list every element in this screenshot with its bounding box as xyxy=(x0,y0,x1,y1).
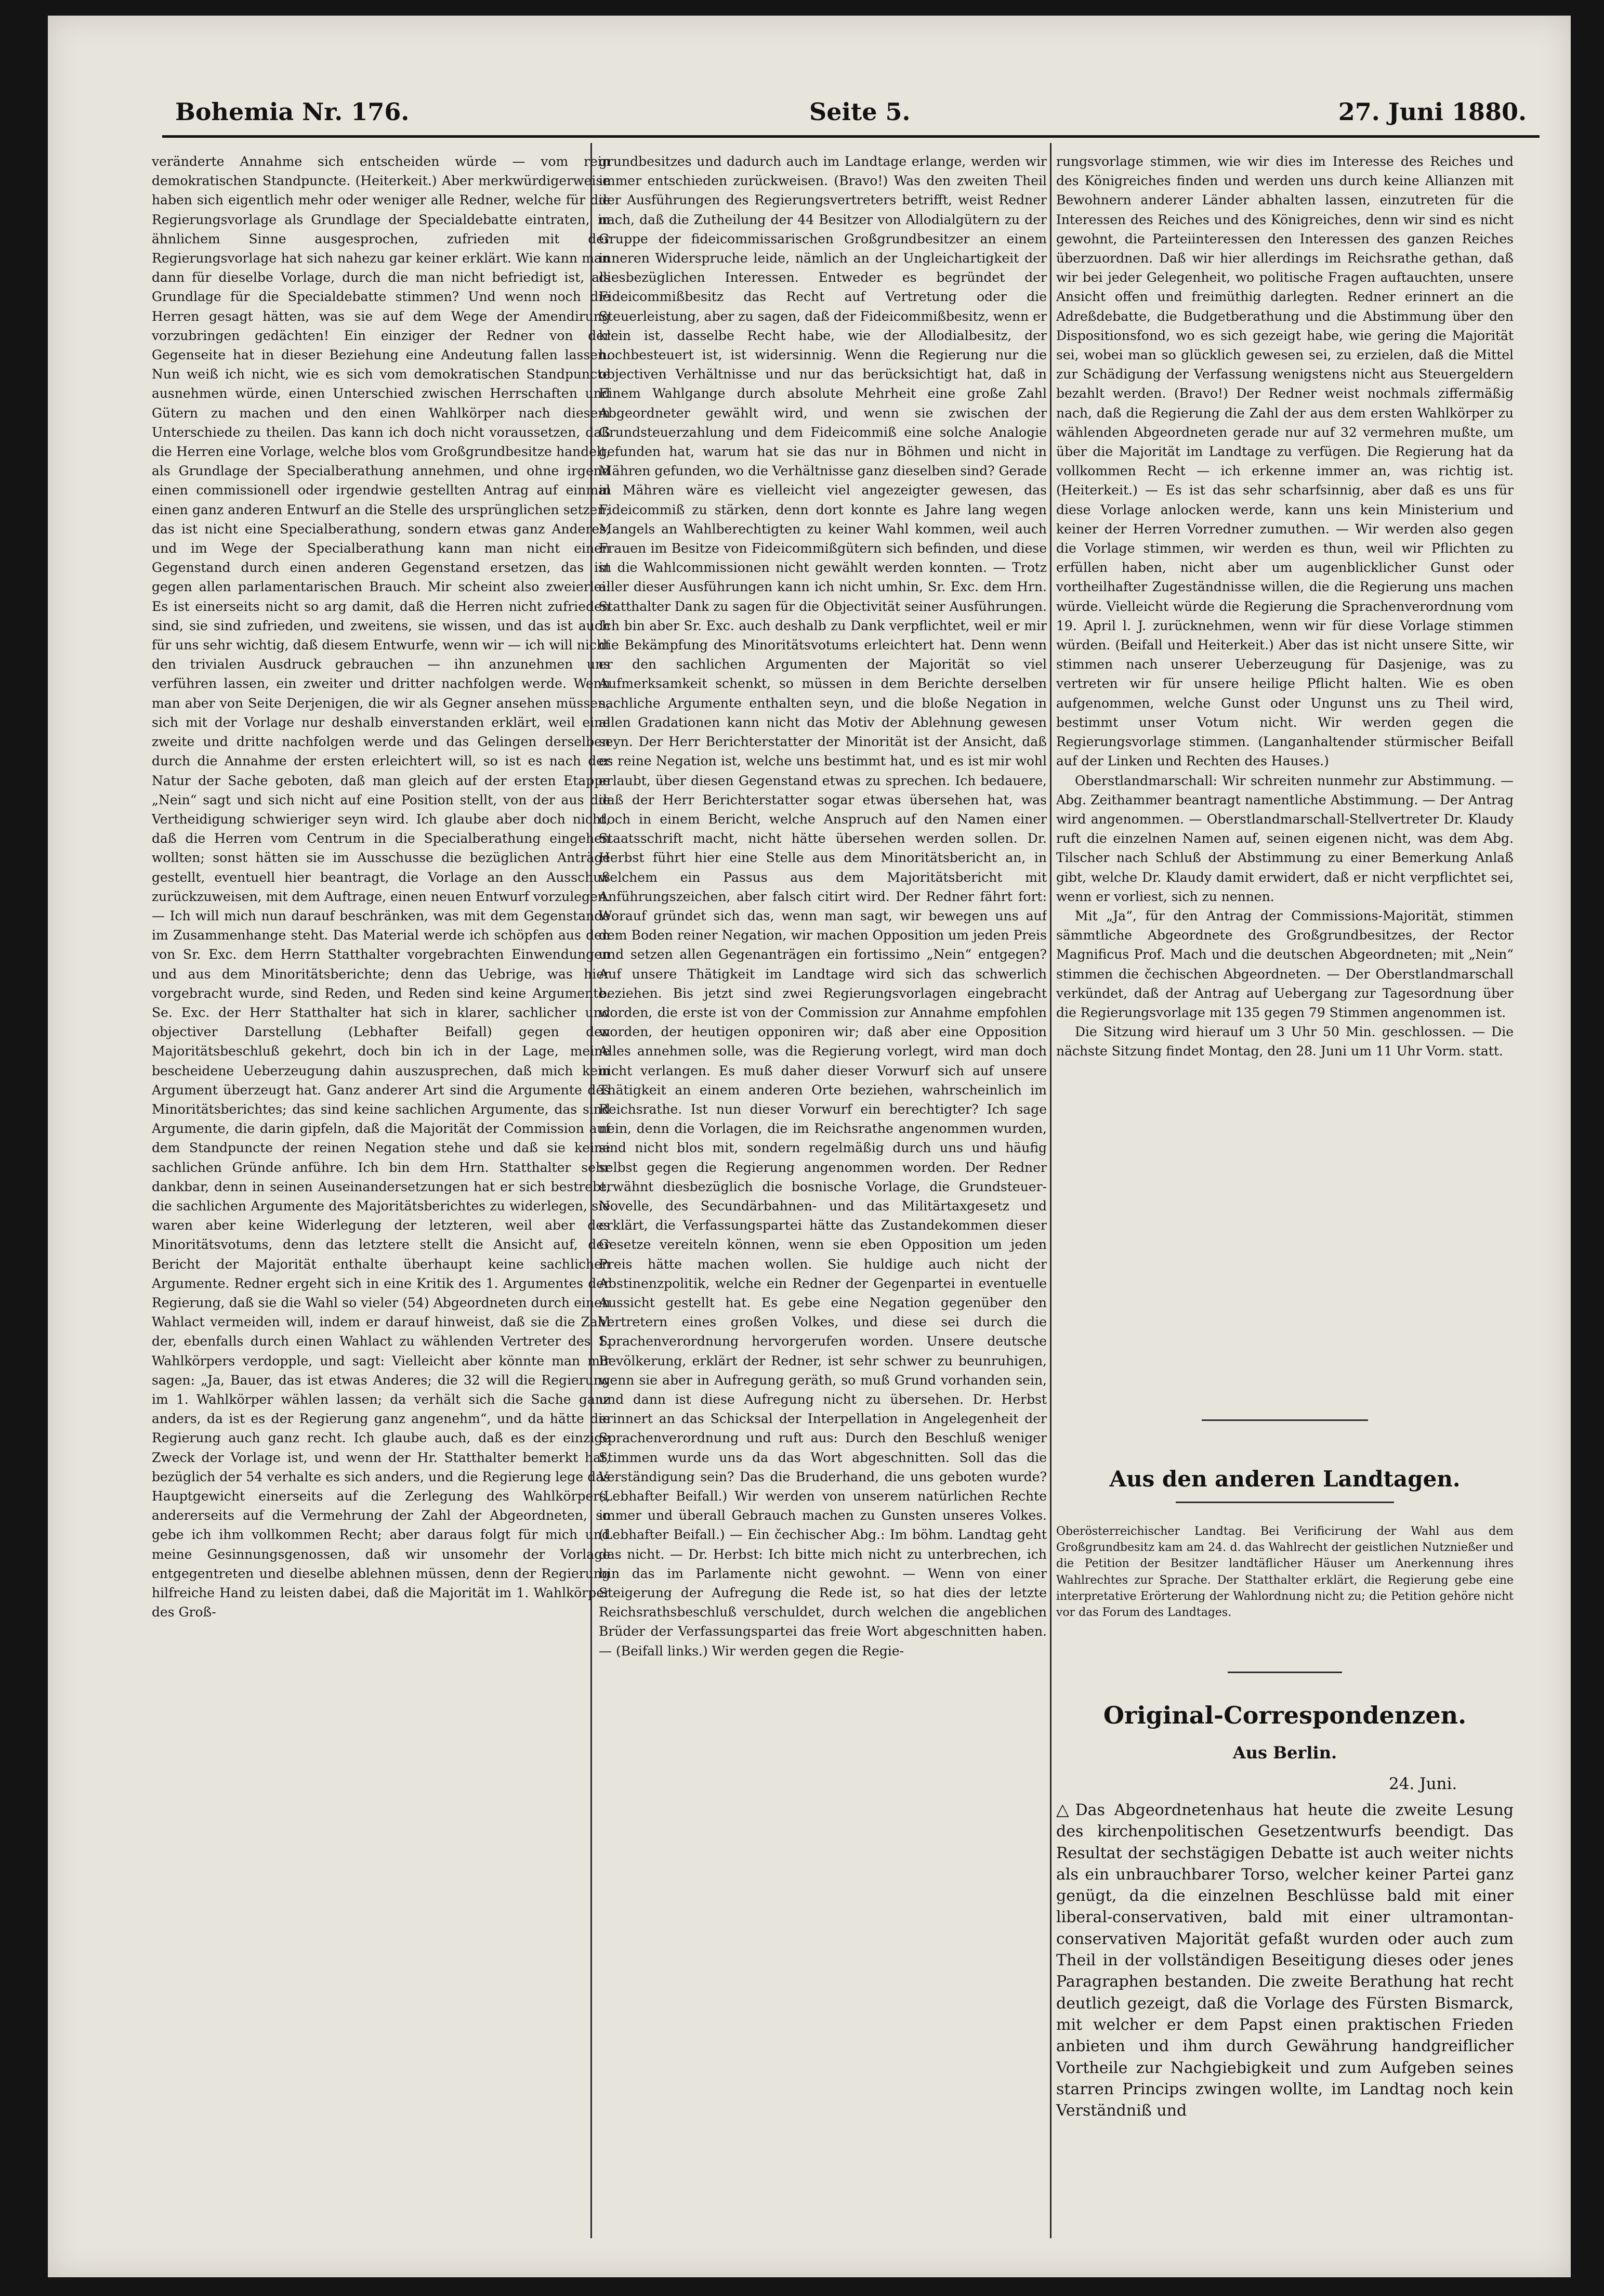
heading-underline xyxy=(1176,1502,1394,1503)
article-column-1 xyxy=(152,152,610,2263)
section-heading-correspondence: Original-Correspondenzen. xyxy=(1103,1701,1467,1729)
column-text: grundbesitzes und dadurch auch im Landtage erlange, werden wir immer entschieden zurückweisen. (Bravo!) Was den zweiten Theil der Ausführungen des Regierungsvertreters betrifft, weist Redner nach, daß die Zutheilung der 44 Besitzer von Allodialgütern zu der Gruppe der fideicommissarischen Großgrundbesitzer an einem inneren Widerspruche leide, nämlich an der Ungleichartigkeit der diesbezüglichen Interessen. Entweder es begründet der Fideicommißbesitz das Recht auf Vertretung oder die Steuerleistung, aber zu sagen, daß der Fideicommißbesitz, wenn er klein ist, dasselbe Recht habe, wie der Allodialbesitz, der hochbesteuert ist, ist widersinnig. Wenn die Regierung nur die objectiven Verhältnisse und nur das berücksichtigt hat, daß in Einem Wahlgange durch absolute Mehrheit eine große Zahl Abgeordneter gewählt wird, und wenn sie zwischen der Grundsteuerzahlung und dem Fideicommiß eine solche Analogie gefunden hat, warum hat sie das nur in Böhmen und nicht in Mähren gefunden, wo die Verhältnisse ganz dieselben sind? Gerade in Mähren wäre es vielleicht viel angezeigter gewesen, das Fideicommiß zu stärken, denn dort konnte es Jahre lang wegen Mangels an Wahlberechtigten zu keiner Wahl kommen, weil auch Frauen im Besitze von Fideicommißgütern sich befinden, und diese in die Wahlcommissionen nicht gewählt werden konnten. — Trotz aller dieser Ausführungen kann ich nicht umhin, Sr. Exc. dem Hrn. Statthalter Dank zu sagen für die Objectivität seiner Ausführungen. Ich bin aber Sr. Exc. auch deshalb zu Dank verpflichtet, weil er mir die Bekämpfung des Minoritätsvotums erleichtert hat. Denn wenn er den sachlichen Argumenten der Majorität so viel Aufmerksamkeit schenkt, so müssen in dem Berichte derselben sachliche Argumente enthalten seyn, und die bloße Negation in allen Gradationen kann nicht das Motiv der Ablehnung gewesen seyn. Der Herr Berichterstatter der Minorität ist der Ansicht, daß es reine Negation ist, welche uns bestimmt hat, und es ist mir wohl erlaubt, über diesen Gegenstand etwas zu sprechen. Ich bedauere, daß der Herr Berichterstatter sogar etwas übersehen hat, was doch in einem Bericht, welche Anspruch auf den Namen einer Staatsschrift macht, nicht hätte übersehen werden sollen. Dr. Herbst führt hier eine Stelle aus dem Minoritätsbericht an, in welchem ein Passus aus dem Majoritätsbericht mit Anführungszeichen, aber falsch citirt wird. Der Redner fährt fort: Worauf gründet sich das, wenn man sagt, wir bewegen uns auf dem Boden reiner Negation, wir machen Opposition um jeden Preis und setzen allen Gegenanträgen ein fortissimo „Nein“ entgegen? Auf unsere Thätigkeit im Landtage wird sich das schwerlich beziehen. Bis jetzt sind zwei Regierungsvorlagen eingebracht worden, die erste ist von der Commission zur Annahme empfohlen worden, der heutigen opponiren wir; daß aber eine Opposition Alles annehmen solle, was die Regierung vorlegt, wird man doch nicht verlangen. Es muß daher dieser Vorwurf sich auf unsere Thätigkeit an einem anderen Orte beziehen, wahrscheinlich im Reichsrathe. Ist nun dieser Vorwurf ein berechtigter? Ich sage nein, denn die Vorlagen, die im Reichsrathe angenommen wurden, sind nicht blos mit, sondern regelmäßig durch uns und häufig selbst gegen die Regierung angenommen worden. Der Redner erwähnt diesbezüglich die bosnische Vorlage, die Grundsteuer-Novelle, des Secundärbahnen- und das Militärtaxgesetz und erklärt, die Verfassungspartei hätte das Zustandekommen dieser Gesetze vereiteln können, wenn sie eben Opposition um jeden Preis hätte machen wollen. Sie huldige auch nicht der Abstinenzpolitik, welche ein Redner der Gegenpartei in eventuelle Aussicht gestellt hat. Es gebe eine Negation gegenüber den Vertretern eines großen Volkes, und diese sei durch die Sprachenverordnung hervorgerufen worden. Unsere deutsche Bevölkerung, erklärt der Redner, ist sehr schwer zu beunruhigen, wenn sie aber in Aufregung geräth, so muß Grund vorhanden sein, und dann ist diese Aufregung nicht zu übersehen. Dr. Herbst erinnert an das Schicksal der Interpellation in Angelegenheit der Sprachenverordnung und ruft aus: Durch den Beschluß weniger Stimmen wurde uns da das Wort abgeschnitten. Soll das die Verständigung sein? Das die Bruderhand, die uns geboten wurde? (Lebhafter Beifall.) Wir werden von unserem natürlichen Rechte immer und überall Gebrauch machen zu Gunsten unseres Volkes. (Lebhafter Beifall.) — Ein čechischer Abg.: Im böhm. Landtag geht das nicht. — Dr. Herbst: Ich bitte mich nicht zu unterbrechen, ich bin das im Parlamente nicht gewohnt. — Wenn von einer Steigerung der Aufregung die Rede ist, so hat dies der letzte Reichsrathsbeschluß verschuldet, durch welchen die angeblichen Brüder der Verfassungspartei das freie Wort abgeschnitten haben. — (Beifall links.) Wir werden gegen die Regie- xyxy=(599,154,1047,1659)
page-number: Seite 5. xyxy=(809,98,911,126)
article-column-2 xyxy=(599,152,1047,2263)
correspondence-date: 24. Juni. xyxy=(1389,1775,1457,1793)
issue-date: 27. Juni 1880. xyxy=(1338,98,1527,126)
landtage-report: Oberösterreichischer Landtag. Bei Verificirung der Wahl aus dem Großgrundbesitz kam am 24. d. das Wahlrecht der geistlichen Nutznießer und die Petition der Besitzer landtäflicher Häuser um Anerkennung ihres Wahlrechtes zur Sprache. Der Statthalter erklärt, die Regierung gebe eine interpretative Erörterung der Wahlordnung nicht zu; die Petition gehöre nicht vor das Forum des Landtages. xyxy=(1056,1525,1514,1620)
column-text: Oberstlandmarschall: Wir schreiten nunmehr zur Abstimmung. — Abg. Zeithammer beantragt namentliche Abstimmung. — Der Antrag wird angenommen. — Oberstlandmarschall-Stellvertreter Dr. Klaudy ruft die einzelnen Namen auf, seinen eigenen nicht, was dem Abg. Tilscher nach Schluß der Abstimmung zu einer Bemerkung Anlaß gibt, welche Dr. Klaudy damit erwidert, daß er nicht verpflichtet sei, wenn er vorliest, sich zu nennen. xyxy=(1056,773,1514,904)
newspaper-page xyxy=(48,16,1571,2277)
page-header xyxy=(175,94,1527,130)
correspondence-body xyxy=(1056,1799,1514,2121)
section-separator xyxy=(1228,1672,1342,1673)
column-text: Mit „Ja“, für den Antrag der Commissions-Majorität, stimmen sämmtliche Abgeordnete des Großgrundbesitzes, der Rector Magnificus Prof. Mach und die deutschen Abgeordneten; mit „Nein“ stimmen die čechischen Abgeordneten. — Der Oberstlandmarschall verkündet, daß der Antrag auf Uebergang zur Tagesordnung über die Regierungsvorlage mit 135 gegen 79 Stimmen angenommen ist. xyxy=(1056,908,1514,1020)
correspondence-place: Aus Berlin. xyxy=(1232,1743,1337,1763)
column-text: veränderte Annahme sich entscheiden würde — vom rein demokratischen Standpuncte. (Heiterkeit.) Aber merkwürdigerweise haben sich eigentlich mehr oder weniger alle Redner, welche für die Regierungsvorlage als Grundlage der Specialdebatte eintraten, in ähnlichem Sinne ausgesprochen, zufrieden mit der Regierungsvorlage hat sich nahezu gar keiner erklärt. Wie kann man dann für dieselbe Vorlage, durch die man nicht befriedigt ist, als Grundlage für die Specialdebatte stimmen? Und wenn noch die Herren gesagt hätten, was sie auf dem Wege der Amendirung vorzubringen gedächten! Ein einziger der Redner von der Gegenseite hat in dieser Beziehung eine Andeutung fallen lassen. Nun weiß ich nicht, wie es sich vom demokratischen Standpuncte ausnehmen würde, einen Unterschied zwischen Herrschaften und Gütern zu machen und den einen Wahlkörper nach diesem Unterschiede zu theilen. Das kann ich doch nicht voraussetzen, daß die Herren eine Vorlage, welche blos vom Großgrundbesitze handelt, als Grundlage der Specialberathung annehmen, und ohne irgend einen commissionell oder irgendwie gestellten Antrag auf einmal einen ganz anderen Entwurf an die Stelle des ursprünglichen setzen; das ist nicht eine Specialberathung, sondern etwas ganz Anderes, und im Wege der Specialberathung kann man nicht einen Gegenstand durch einen anderen Gegenstand ersetzen, das ist gegen allen parlamentarischen Brauch. Mir scheint also zweierlei: Es ist einerseits nicht so arg damit, daß die Herren nicht zufrieden sind, sie sind zufrieden, und zweitens, sie wissen, und das ist auch für uns sehr wichtig, daß diesem Entwurfe, wenn wir — ich will nicht den trivialen Ausdruck gebrauchen — ihn anzunehmen uns verführen lassen, ein zweiter und dritter nachfolgen werde. Wenn man aber von Seite Derjenigen, die wir als Gegner ansehen müssen, sich mit der Vorlage nur deshalb einverstanden erklärt, weil eine zweite und dritte nachfolgen werde und das Gelingen derselben durch die Annahme der ersten erleichtert will, so ist es nach der Natur der Sache geboten, daß man gleich auf der ersten Etappe „Nein“ sagt und sich nicht auf eine Position stellt, von der aus die Vertheidigung schwieriger seyn wird. Ich glaube aber doch nicht, daß die Herren vom Centrum in die Specialberathung eingehen wollten; sonst hätten sie im Ausschusse die bezüglichen Anträge gestellt, eventuell hier beantragt, die Vorlage an den Ausschuß zurückzuweisen, mit dem Auftrage, einen neuen Entwurf vorzulegen. — Ich will mich nun darauf beschränken, was mit dem Gegenstande im Zusammenhange steht. Das Material werde ich schöpfen aus den von Sr. Exc. dem Herrn Statthalter vorgebrachten Einwendungen und aus dem Minoritätsberichte; denn das Uebrige, was hier vorgebracht wurde, sind Reden, und Reden sind keine Argumente. Se. Exc. der Herr Statthalter hat sich in klarer, sachlicher und objectiver Darstellung (Lebhafter Beifall) gegen den Majoritätsbeschluß gekehrt, doch bin ich in der Lage, meine bescheidene Ueberzeugung dahin auszusprechen, daß mich kein Argument überzeugt hat. Ganz anderer Art sind die Argumente des Minoritätsberichtes; das sind keine sachlichen Argumente, das sind Argumente, die darin gipfeln, daß die Majorität der Commission auf dem Standpuncte der reinen Negation stehe und daß sie keine sachlichen Gründe anführe. Ich bin dem Hrn. Statthalter sehr dankbar, denn in seinen Auseinandersetzungen hat er sich bestrebt, die sachlichen Argumente des Majoritätsberichtes zu widerlegen, sie waren aber keine Widerlegung der letzteren, weil aber des Minoritätsvotums, denn das letztere stellt die Ansicht auf, der Bericht der Majorität enthalte überhaupt keine sachlichen Argumente. Redner ergeht sich in eine Kritik des 1. Argumentes der Regierung, daß sie die Wahl so vieler (54) Abgeordneten durch einen Wahlact vermeiden will, indem er darauf hinweist, daß sie die Zahl der, ebenfalls durch einen Wahlact zu wählenden Vertreter des 1. Wahlkörpers verdopple, und sagt: Vielleicht aber könnte man mir sagen: „Ja, Bauer, das ist etwas Anderes; die 32 will die Regierung im 1. Wahlkörper wählen lassen; da verhält sich die Sache ganz anders, da ist es der Regierung ganz angenehm“, und da hätte die Regierung auch ganz recht. Ich glaube auch, daß es der einzige Zweck der Vorlage ist, und wenn der Hr. Statthalter bemerkt hat, bezüglich der 54 verhalte es sich anders, und die Regierung lege das Hauptgewicht einerseits auf die Zerlegung des Wahlkörpers, andererseits auf die Vermehrung der Zahl der Abgeordneten, so gebe ich ihm vollkommen Recht; aber daraus folgt für mich und meine Gesinnungsgenossen, daß wir unsomehr der Vorlage entgegentreten und dieselbe ablehnen müssen, denn der Regierung hilfreiche Hand zu leisten dabei, daß die Majorität im 1. Wahlkörper des Groß- xyxy=(152,154,610,1620)
column-3-upper xyxy=(1056,152,1514,1488)
triangle-mark: △ xyxy=(1056,1799,1069,1819)
publication-title: Bohemia Nr. 176. xyxy=(175,98,410,126)
column-text: rungsvorlage stimmen, wie wir dies im Interesse des Reiches und des Königreiches finden und werden uns durch keine Allianzen mit Bewohnern anderer Länder abhalten lassen, einzutreten für die Interessen des Reiches und des Königreiches, denn wir sind es nicht gewohnt, die Parteiinteressen den Interessen des ganzen Reiches überzuordnen. Daß wir hier allerdings im Reichsrathe gethan, daß wir bei jeder Gelegenheit, wo politische Fragen auftauchten, unsere Ansicht offen und freimüthig darlegten. Redner erinnert an die Adreßdebatte, die Budgetberathung und die Abstimmung über den Dispositionsfond, wo es sich gezeigt habe, wie gering die Majorität sei, wobei man so glücklich gewesen sei, zu erzielen, daß die Mittel zur Schädigung der Verfassung wenigstens nicht aus Steuergeldern bezahlt werden. (Bravo!) Der Redner weist nochmals ziffermäßig nach, daß die Regierung die Zahl der aus dem ersten Wahlkörper zu wählenden Abgeordneten gerade nur auf 32 vermehren mußte, um über die Majorität im Landtage zu verfügen. Die Regierung hat da vollkommen Recht — ich erkenne immer an, was richtig ist. (Heiterkeit.) — Es ist das sehr scharfsinnig, aber daß es uns für diese Vorlage anlocken werde, kann uns kein Ministerium und keiner der Herren Vorredner zumuthen. — Wir werden also gegen die Vorlage stimmen, wir werden es thun, weil wir Pflichten zu erfüllen haben, nicht aber um augenblicklicher Gunst oder vortheilhafter Zugeständnisse willen, die die Regierung uns machen würde. Vielleicht würde die Regierung die Sprachenverordnung vom 19. April l. J. zurücknehmen, wenn wir für diese Vorlage stimmen würden. (Beifall und Heiterkeit.) Aber das ist nicht unsere Sitte, wir stimmen nach unserer Ueberzeugung für Dasjenige, was zu vertreten wir für unsere heilige Pflicht halten. Wie es oben aufgenommen, welche Gunst oder Ungunst uns zu Theil wird, bestimmt unser Votum nicht. Wir werden gegen die Regierungsvorlage stimmen. (Langanhaltender stürmischer Beifall auf der Linken und Rechten des Hauses.) xyxy=(1056,154,1514,769)
section-separator xyxy=(1202,1419,1368,1421)
header-rule xyxy=(162,135,1540,138)
column-text: Die Sitzung wird hierauf um 3 Uhr 50 Min. geschlossen. — Die nächste Sitzung findet Montag, den 28. Juni um 11 Uhr Vorm. statt. xyxy=(1056,1024,1514,1059)
column-divider xyxy=(1050,143,1051,2238)
correspondence-text: Das Abgeordnetenhaus hat heute die zweite Lesung des kirchenpolitischen Gesetzentwurfs beendigt. Das Resultat der sechstägigen Debatte ist auch weiter nichts als ein unbrauchbarer Torso, welcher keiner Partei ganz genügt, da die einzelnen Beschlüsse bald mit einer liberal-conservativen, bald mit einer ultramontan-conservativen Majorität gefaßt wurden oder auch zum Theil in der vollständigen Beseitigung dieses oder jenes Paragraphen bestanden. Die zweite Berathung hat recht deutlich gezeigt, daß die Vorlage des Fürsten Bismarck, mit welcher er dem Papst einen praktischen Frieden anbieten und ihm durch Gewährung handgreiflicher Vortheile zur Nachgiebigkeit und zum Aufgeben seines starren Princips zwingen wollte, im Landtag noch kein Verständniß und xyxy=(1056,1801,1514,2120)
section-heading-landtage: Aus den anderen Landtagen. xyxy=(1109,1466,1461,1492)
